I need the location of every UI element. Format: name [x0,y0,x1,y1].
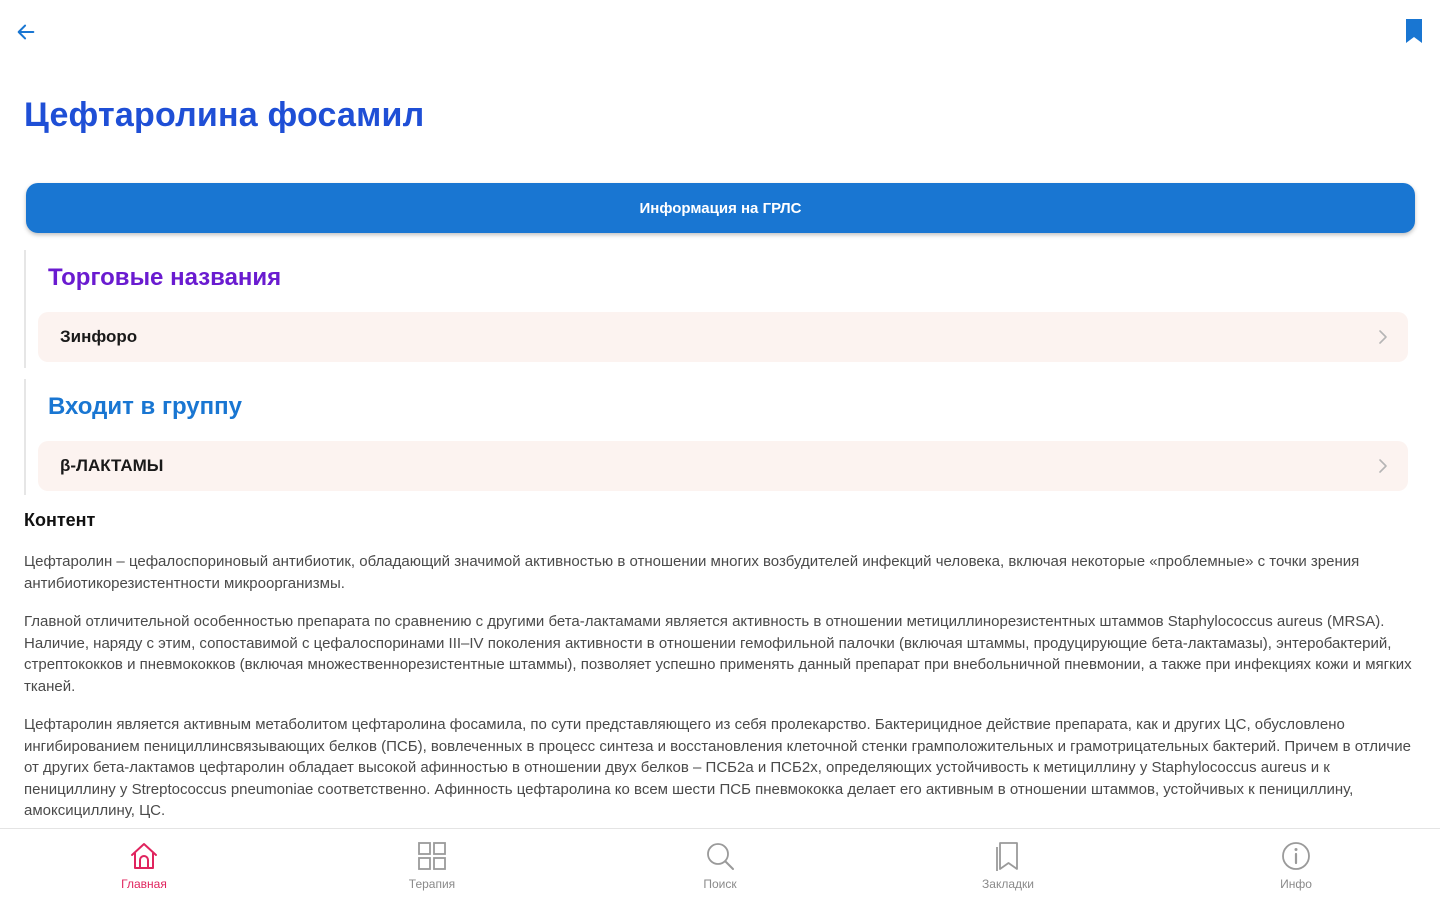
nav-item-home[interactable] [0,829,288,900]
grls-info-button[interactable]: Информация на ГРЛС [26,183,1415,233]
page-title: Цефтаролина фосамил [24,96,425,134]
content-paragraph: Цефтаролин – цефалоспориновый антибиотик, обладающий значимой активностью в отношении многих возбудителей инфекций человека, включая некоторые «проблемные» с точки зрения антибиотикорезистентности микроорганизмы. [24,553,1360,592]
content-paragraph: Цефтаролин является активным метаболитом цефтаролина фосамила, по сути представляющего из себя пролекарство. Бактерицидное действие препарата, как и других ЦС, обусловлено ингибированием пенициллинсвязывающих белков (ПСБ), вовлеченных в процесс синтеза и восстановления клеточной стенки грамположительных и грамотрицательных бактерий. Причем в отличие от других бета-лактамов цефтаролин обладает высокой афинностью в отношении двух белков – ПСБ2а и ПСБ2х, определяющих устойчивость к метициллину у Staphylococcus aureus и к пенициллину у Streptococcus pneumoniae соответственно. Афинность цефтаролина ко всем шести ПСБ пневмококка делает его активным в отношении штаммов, устойчивых к пенициллину, амоксициллину, ЦС. [24,716,1411,819]
grid-icon [415,839,449,873]
trade-name-item[interactable] [38,312,1408,362]
bookmarks-icon [991,839,1025,873]
bookmark-button[interactable] [1402,16,1426,46]
nav-label: Главная [121,877,167,891]
nav-label: Закладки [982,877,1034,891]
nav-label: Инфо [1280,877,1312,891]
nav-item-search[interactable] [576,829,864,900]
nav-label: Поиск [703,877,737,891]
content-body [24,551,1416,821]
chevron-right-icon [1374,457,1392,475]
group-section [24,379,1416,495]
arrow-left-icon [15,21,37,43]
chevron-right-icon [1374,328,1392,346]
nav-label: Терапия [408,877,456,891]
search-icon [703,839,737,873]
group-item[interactable] [38,441,1408,491]
trade-names-section [24,250,1416,368]
trade-names-heading: Торговые названия [48,264,282,291]
content-paragraph: Главной отличительной особенностью препарата по сравнению с другими бета-лактамами является активность в отношении метициллинорезистентных штаммов Staphylococcus aureus (MRSA). Наличие, наряду с этим, сопоставимой с цефалоспоринами III–IV поколения активности в отношении гемофильной палочки (включая штаммы, продуцирующие бета-лактамазы), энтеробактерий, стрептококков и пневмококков (включая множественнорезистентные штаммы), позволяет успешно применять данный препарат при внебольничной пневмонии, а также при инфекциях кожи и мягких тканей. [24,613,1412,695]
back-button[interactable] [12,18,40,46]
bookmark-icon [1405,18,1423,44]
nav-item-therapy[interactable] [288,829,576,900]
group-label: β-ЛАКТАМЫ [60,456,164,475]
trade-name-label: Зинфоро [60,327,138,346]
info-icon [1279,839,1313,873]
top-app-bar [0,0,1440,64]
bottom-navigation [0,828,1440,900]
group-heading: Входит в группу [48,393,242,420]
nav-item-bookmarks[interactable] [864,829,1152,900]
home-icon [127,839,161,873]
content-title: Контент [24,510,96,530]
nav-item-info[interactable] [1152,829,1440,900]
